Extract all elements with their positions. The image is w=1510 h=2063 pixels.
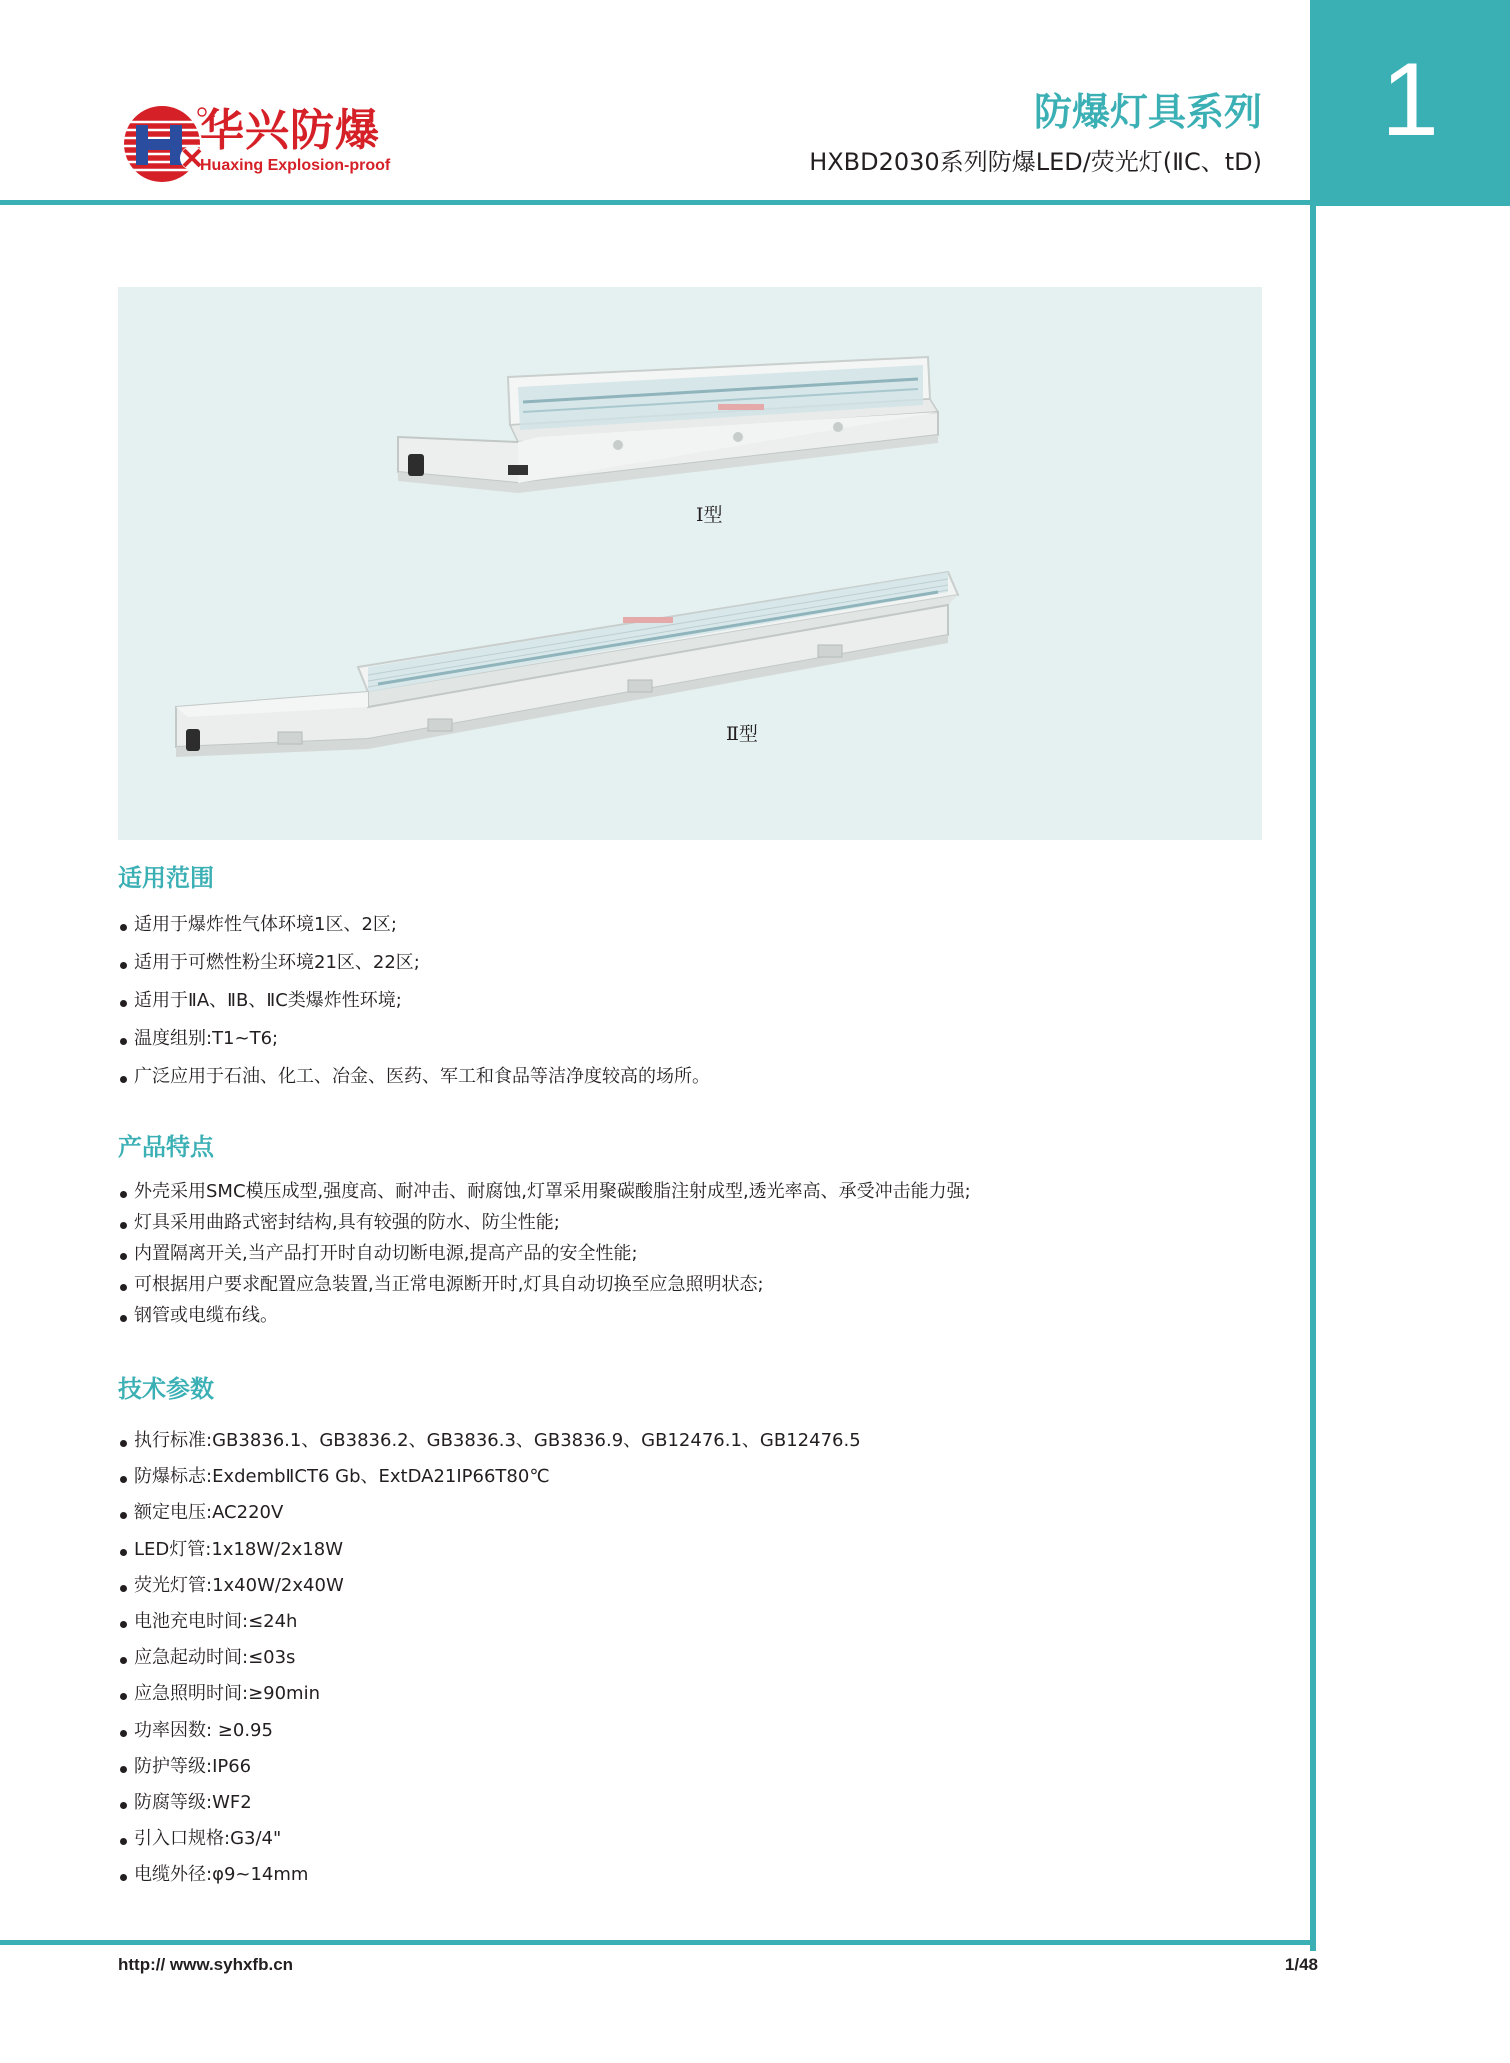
list-item: 灯具采用曲路式密封结构,具有较强的防水、防尘性能; [118, 1207, 971, 1238]
list-item: 防腐等级:WF2 [118, 1785, 861, 1821]
params-heading: 技术参数 [118, 1375, 214, 1403]
brand-subtitle: Huaxing Explosion-proof [200, 157, 391, 174]
caption-type2: Ⅱ型 [726, 723, 758, 745]
lamp-type1-image [398, 357, 938, 493]
list-item: 防护等级:IP66 [118, 1749, 861, 1785]
scope-heading: 适用范围 [118, 864, 214, 892]
list-item: 功率因数: ≥0.95 [118, 1713, 861, 1749]
chapter-number: 1 [1381, 42, 1439, 158]
list-item: 执行标准:GB3836.1、GB3836.2、GB3836.3、GB3836.9、GB12476.1、GB12476.5 [118, 1423, 861, 1459]
list-item: 引入口规格:G3/4" [118, 1821, 861, 1857]
footer-divider [0, 1940, 1316, 1945]
list-item: LED灯管:1x18W/2x18W [118, 1532, 861, 1568]
brand-name: 华兴防爆 [200, 105, 380, 156]
list-item: 适用于可燃性粉尘环境21区、22区; [118, 944, 710, 982]
list-item: 广泛应用于石油、化工、冶金、医药、军工和食品等洁净度较高的场所。 [118, 1058, 710, 1096]
product-photo [118, 287, 1262, 840]
margin-strip [1310, 206, 1316, 1951]
list-item: 外壳采用SMC模压成型,强度高、耐冲击、耐腐蚀,灯罩采用聚碳酸脂注射成型,透光率高、承受冲击能力强; [118, 1176, 971, 1207]
params-list [118, 1423, 861, 1893]
caption-type1: Ⅰ型 [696, 504, 723, 526]
header-divider [0, 200, 1316, 205]
lamp-illustration [118, 287, 1262, 840]
list-item: 可根据用户要求配置应急装置,当正常电源断开时,灯具自动切换至应急照明状态; [118, 1269, 971, 1300]
list-item: 荧光灯管:1x40W/2x40W [118, 1568, 861, 1604]
list-item: 内置隔离开关,当产品打开时自动切断电源,提高产品的安全性能; [118, 1238, 971, 1269]
list-item: 钢管或电缆布线。 [118, 1300, 971, 1331]
list-item: 额定电压:AC220V [118, 1495, 861, 1531]
list-item: 应急起动时间:≤03s [118, 1640, 861, 1676]
list-item: 电缆外径:φ9~14mm [118, 1857, 861, 1893]
product-title: HXBD2030系列防爆LED/荧光灯(ⅡC、tD) [809, 148, 1262, 176]
list-item: 防爆标志:ExdembⅡCT6 Gb、ExtDA21IP66T80℃ [118, 1459, 861, 1495]
list-item: 适用于ⅡA、ⅡB、ⅡC类爆炸性环境; [118, 982, 710, 1020]
features-list [118, 1176, 971, 1331]
features-heading: 产品特点 [118, 1133, 214, 1161]
lamp-type2-image [176, 572, 958, 757]
scope-list [118, 906, 710, 1096]
page-number: 1/48 [1284, 1955, 1318, 1974]
list-item: 温度组别:T1~T6; [118, 1020, 710, 1058]
list-item: 适用于爆炸性气体环境1区、2区; [118, 906, 710, 944]
list-item: 应急照明时间:≥90min [118, 1676, 861, 1712]
right-margin-bar [1310, 0, 1510, 2063]
list-item: 电池充电时间:≤24h [118, 1604, 861, 1640]
footer-url: http:// www.syhxfb.cn [118, 1955, 294, 1974]
series-title: 防爆灯具系列 [1033, 90, 1262, 134]
